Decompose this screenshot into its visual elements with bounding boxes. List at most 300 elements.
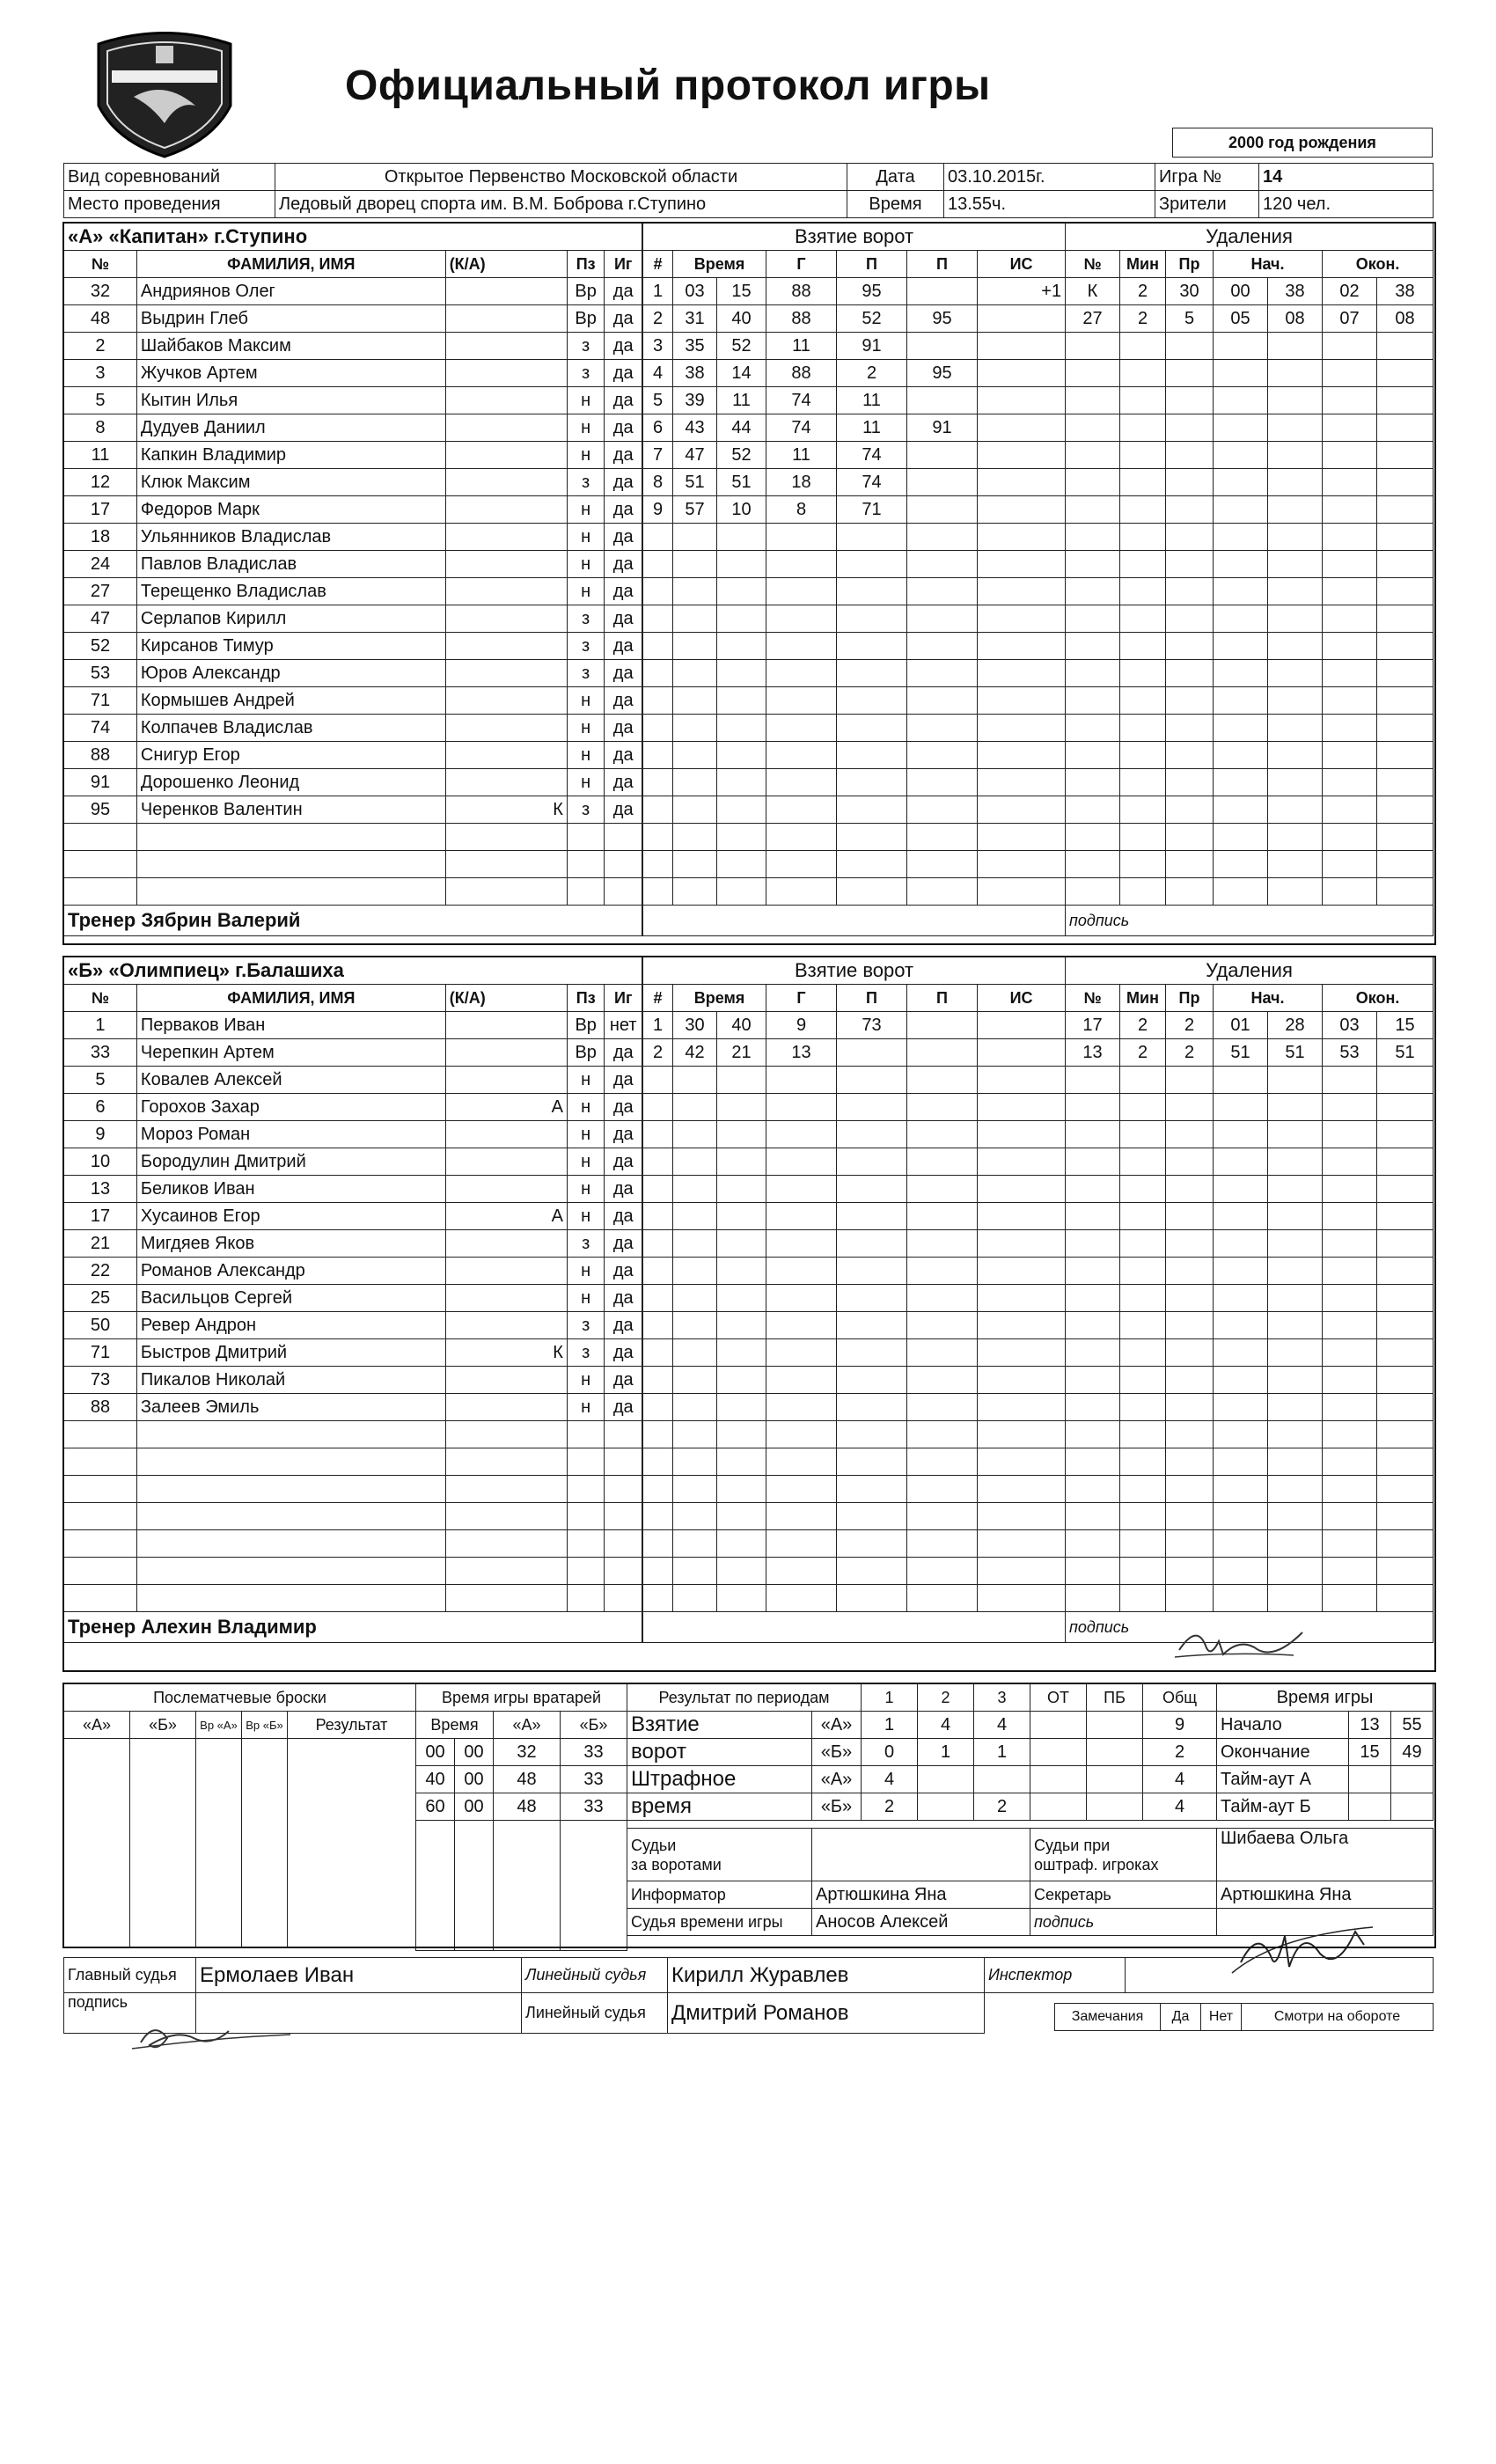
periods-title: Результат по периодам — [627, 1684, 862, 1712]
player-position: н — [567, 442, 605, 469]
penalty-end-min — [1323, 1339, 1377, 1367]
player-role — [445, 1230, 567, 1258]
penalty-end-min — [1323, 1285, 1377, 1312]
player-position: з — [567, 469, 605, 496]
player-plays: да — [605, 442, 642, 469]
goal-second: 40 — [717, 305, 766, 333]
goals-team-b-label: «Б» — [812, 1739, 862, 1766]
penalty-start-min — [1214, 1312, 1268, 1339]
player-plays — [605, 824, 642, 851]
goal-minute: 43 — [673, 414, 717, 442]
goal-number — [643, 1558, 673, 1585]
goal-assist-1 — [837, 824, 907, 851]
goal-minute — [673, 1530, 717, 1558]
col-ka: (К/А) — [445, 985, 567, 1012]
player-role — [445, 1039, 567, 1067]
goal-assist-1 — [837, 1503, 907, 1530]
roster-row — [64, 605, 642, 633]
goal-situation — [978, 1312, 1066, 1339]
goal-scorer: 88 — [766, 278, 837, 305]
player-plays: да — [605, 1067, 642, 1094]
player-number: 50 — [64, 1312, 137, 1339]
penalty-reason — [1166, 414, 1214, 442]
penalty-end-min — [1323, 496, 1377, 524]
player-name: Горохов Захар — [136, 1094, 445, 1121]
goal-second — [717, 1230, 766, 1258]
penalty-start-sec: 38 — [1268, 278, 1323, 305]
goal-number: 3 — [643, 333, 673, 360]
goal-situation — [978, 414, 1066, 442]
goal-assist-2 — [907, 1585, 978, 1612]
goal-minute — [673, 1503, 717, 1530]
goal-number — [643, 1312, 673, 1339]
shootout-title: Послематчевые броски — [64, 1684, 416, 1712]
penalty-player — [1066, 414, 1120, 442]
penalty-judges-name: Шибаева Ольга — [1217, 1829, 1434, 1881]
penalty-end-min — [1323, 1312, 1377, 1339]
player-name — [136, 1503, 445, 1530]
goal-number — [643, 1285, 673, 1312]
penalty-end-sec — [1377, 360, 1434, 387]
goal-second — [717, 633, 766, 660]
game-start-minute: 55 — [1391, 1712, 1434, 1739]
player-plays: да — [605, 769, 642, 796]
remarks-yes[interactable]: Да — [1161, 2004, 1201, 2031]
penalty-start-sec — [1268, 824, 1323, 851]
birth-year: 2000 год рождения — [1173, 128, 1433, 158]
penalty-end-min — [1323, 360, 1377, 387]
goal-minute — [673, 578, 717, 605]
penalty-player — [1066, 1258, 1120, 1285]
pen-b-so — [1087, 1793, 1143, 1821]
goal-situation — [978, 1148, 1066, 1176]
penalty-end-min — [1323, 1421, 1377, 1448]
goal-minute: 47 — [673, 442, 717, 469]
roster-row — [64, 878, 642, 906]
goal-assist-1 — [837, 1121, 907, 1148]
goals-b-p1: 0 — [862, 1739, 918, 1766]
player-plays: да — [605, 633, 642, 660]
penalty-player: 13 — [1066, 1039, 1120, 1067]
roster-row — [64, 1530, 642, 1558]
penalty-start-min — [1214, 1367, 1268, 1394]
penalty-row — [1066, 1448, 1434, 1476]
penalty-minutes — [1120, 1203, 1166, 1230]
goal-assist-2 — [907, 1094, 978, 1121]
penalty-minutes — [1120, 660, 1166, 687]
goal-row — [643, 414, 1066, 442]
penalty-reason — [1166, 1558, 1214, 1585]
goal-number: 2 — [643, 305, 673, 333]
penalty-end-sec — [1377, 1067, 1434, 1094]
penalty-row — [1066, 769, 1434, 796]
team-b-goals-title: Взятие ворот — [643, 957, 1066, 985]
player-number: 53 — [64, 660, 137, 687]
penalty-player — [1066, 360, 1120, 387]
goalie-time-title: Время игры вратарей — [416, 1684, 627, 1712]
penalty-end-min — [1323, 1448, 1377, 1476]
roster-row — [64, 469, 642, 496]
penalty-end-min — [1323, 633, 1377, 660]
goal-number — [643, 742, 673, 769]
player-number: 5 — [64, 387, 137, 414]
goal-situation — [978, 524, 1066, 551]
player-position — [567, 1503, 605, 1530]
goal-minute — [673, 1448, 717, 1476]
player-number: 17 — [64, 496, 137, 524]
goal-row — [643, 1094, 1066, 1121]
col-pen-min: Мин — [1120, 251, 1166, 278]
penalty-start-min — [1214, 1230, 1268, 1258]
penalty-row — [1066, 524, 1434, 551]
goals-team-a-label: «А» — [812, 1712, 862, 1739]
player-number: 22 — [64, 1258, 137, 1285]
goal-situation — [978, 1339, 1066, 1367]
penalty-row — [1066, 660, 1434, 687]
player-plays: да — [605, 1121, 642, 1148]
goal-row — [643, 1203, 1066, 1230]
goal-row — [643, 387, 1066, 414]
goal-scorer: 13 — [766, 1039, 837, 1067]
roster-row — [64, 824, 642, 851]
penalty-minutes: 2 — [1120, 1039, 1166, 1067]
goal-assist-2 — [907, 1448, 978, 1476]
goal-row — [643, 660, 1066, 687]
goal-minute — [673, 878, 717, 906]
penalty-start-sec — [1268, 1339, 1323, 1367]
player-role — [445, 1558, 567, 1585]
goal-minute — [673, 1067, 717, 1094]
goal-number — [643, 1448, 673, 1476]
penalty-end-sec — [1377, 824, 1434, 851]
goal-second: 11 — [717, 387, 766, 414]
penalty-reason — [1166, 633, 1214, 660]
penalty-player — [1066, 496, 1120, 524]
player-name: Федоров Марк — [136, 496, 445, 524]
player-name: Дорошенко Леонид — [136, 769, 445, 796]
penalty-end-sec — [1377, 333, 1434, 360]
goal-row — [643, 1012, 1066, 1039]
penalty-start-min — [1214, 1203, 1268, 1230]
goal-minute — [673, 660, 717, 687]
penalty-reason — [1166, 469, 1214, 496]
penalty-end-sec — [1377, 524, 1434, 551]
penalty-reason — [1166, 1094, 1214, 1121]
date-label: Дата — [847, 164, 944, 191]
penalty-start-sec — [1268, 1148, 1323, 1176]
goal-row — [643, 469, 1066, 496]
player-number: 47 — [64, 605, 137, 633]
penalty-start-min — [1214, 1339, 1268, 1367]
goals-a-p1: 1 — [862, 1712, 918, 1739]
penalty-player — [1066, 1476, 1120, 1503]
penalty-minutes — [1120, 1258, 1166, 1285]
goal-row — [643, 278, 1066, 305]
penalty-player — [1066, 1585, 1120, 1612]
penalty-end-min — [1323, 1067, 1377, 1094]
penalty-row — [1066, 605, 1434, 633]
goal-minute: 03 — [673, 278, 717, 305]
penalty-start-min — [1214, 1258, 1268, 1285]
goal-minute — [673, 605, 717, 633]
player-plays: да — [605, 333, 642, 360]
goal-minute — [673, 1285, 717, 1312]
penalty-start-sec — [1268, 469, 1323, 496]
penalty-start-min — [1214, 660, 1268, 687]
team-b-penalties — [1065, 957, 1434, 1643]
penalty-player — [1066, 1558, 1120, 1585]
penalty-reason — [1166, 442, 1214, 469]
player-name — [136, 824, 445, 851]
penalty-minutes — [1120, 1148, 1166, 1176]
penalty-end-sec — [1377, 1203, 1434, 1230]
teamA-coach-sign-label: подпись — [1066, 906, 1434, 936]
player-number: 95 — [64, 796, 137, 824]
goalie-b: 33 — [561, 1739, 627, 1766]
penalty-end-min — [1323, 1394, 1377, 1421]
penalty-end-sec — [1377, 769, 1434, 796]
player-role — [445, 769, 567, 796]
player-role — [445, 605, 567, 633]
goal-assist-1 — [837, 1394, 907, 1421]
penalty-start-sec — [1268, 414, 1323, 442]
roster-row — [64, 496, 642, 524]
goal-assist-2 — [907, 387, 978, 414]
penalty-player — [1066, 1285, 1120, 1312]
goals-a-p3: 4 — [974, 1712, 1030, 1739]
goal-number — [643, 1476, 673, 1503]
goal-minute — [673, 1421, 717, 1448]
penalty-end-sec — [1377, 687, 1434, 715]
goal-number — [643, 715, 673, 742]
player-plays: да — [605, 687, 642, 715]
goal-row — [643, 605, 1066, 633]
goal-assist-1 — [837, 1285, 907, 1312]
goal-situation — [978, 1094, 1066, 1121]
penalty-reason — [1166, 496, 1214, 524]
player-position — [567, 878, 605, 906]
penalty-player — [1066, 1230, 1120, 1258]
goal-assist-2 — [907, 1067, 978, 1094]
player-role — [445, 1503, 567, 1530]
goal-second — [717, 824, 766, 851]
penalty-start-sec: 51 — [1268, 1039, 1323, 1067]
player-number: 8 — [64, 414, 137, 442]
player-name: Быстров Дмитрий — [136, 1339, 445, 1367]
penalty-minutes — [1120, 1067, 1166, 1094]
penalty-minutes — [1120, 796, 1166, 824]
goal-situation — [978, 1394, 1066, 1421]
goal-scorer — [766, 605, 837, 633]
penalty-reason — [1166, 1176, 1214, 1203]
penalty-row — [1066, 742, 1434, 769]
goalie-b: 33 — [561, 1793, 627, 1821]
penalty-row — [1066, 1176, 1434, 1203]
period-col-2: 2 — [918, 1684, 974, 1712]
goal-row — [643, 1230, 1066, 1258]
goal-minute: 42 — [673, 1039, 717, 1067]
shootout-col-result: Результат — [288, 1712, 416, 1739]
goal-situation — [978, 851, 1066, 878]
remarks-no[interactable]: Нет — [1201, 2004, 1242, 2031]
player-number: 2 — [64, 333, 137, 360]
goal-second: 51 — [717, 469, 766, 496]
penalty-row — [1066, 1476, 1434, 1503]
penalty-end-min — [1323, 469, 1377, 496]
goal-second: 15 — [717, 278, 766, 305]
penalty-start-min — [1214, 1148, 1268, 1176]
pen-time-label-1: Штрафное — [627, 1766, 812, 1793]
goal-assist-2 — [907, 796, 978, 824]
penalty-minutes — [1120, 496, 1166, 524]
penalty-row — [1066, 715, 1434, 742]
pen-a-total: 4 — [1143, 1766, 1217, 1793]
roster-row — [64, 442, 642, 469]
spectators-value: 120 чел. — [1259, 191, 1434, 218]
col-pen-start: Нач. — [1214, 251, 1323, 278]
penalty-start-min — [1214, 442, 1268, 469]
goal-second: 44 — [717, 414, 766, 442]
penalty-reason: 2 — [1166, 1039, 1214, 1067]
penalty-row — [1066, 1121, 1434, 1148]
goal-minute — [673, 1339, 717, 1367]
player-role — [445, 1585, 567, 1612]
penalty-reason — [1166, 1585, 1214, 1612]
penalty-player: К — [1066, 278, 1120, 305]
player-name — [136, 878, 445, 906]
team-a-penalties-title: Удаления — [1066, 224, 1434, 251]
goal-second — [717, 1421, 766, 1448]
goal-number — [643, 769, 673, 796]
penalty-player — [1066, 769, 1120, 796]
goal-scorer — [766, 1203, 837, 1230]
penalty-minutes — [1120, 1285, 1166, 1312]
penalty-minutes — [1120, 1394, 1166, 1421]
goal-assist-2 — [907, 1285, 978, 1312]
penalty-start-min — [1214, 1503, 1268, 1530]
goal-number: 8 — [643, 469, 673, 496]
goal-scorer — [766, 1148, 837, 1176]
penalty-end-min — [1323, 524, 1377, 551]
roster-row — [64, 1367, 642, 1394]
goal-scorer — [766, 1285, 837, 1312]
pen-a-ot — [1030, 1766, 1087, 1793]
penalty-start-min — [1214, 1421, 1268, 1448]
player-role — [445, 660, 567, 687]
penalty-row — [1066, 796, 1434, 824]
player-position — [567, 1558, 605, 1585]
penalty-row — [1066, 1503, 1434, 1530]
penalty-row — [1066, 442, 1434, 469]
player-name: Выдрин Глеб — [136, 305, 445, 333]
penalty-reason — [1166, 1230, 1214, 1258]
player-number: 17 — [64, 1203, 137, 1230]
player-position: з — [567, 605, 605, 633]
penalty-end-min — [1323, 442, 1377, 469]
penalty-start-min — [1214, 633, 1268, 660]
player-plays: да — [605, 469, 642, 496]
goal-scorer — [766, 1530, 837, 1558]
goal-second — [717, 551, 766, 578]
goal-assist-1: 11 — [837, 414, 907, 442]
player-plays: да — [605, 578, 642, 605]
player-name: Колпачев Владислав — [136, 715, 445, 742]
pen-b-total: 4 — [1143, 1793, 1217, 1821]
player-number: 12 — [64, 469, 137, 496]
goal-second: 52 — [717, 442, 766, 469]
goal-scorer — [766, 769, 837, 796]
goal-scorer — [766, 1339, 837, 1367]
player-role — [445, 1148, 567, 1176]
player-position: н — [567, 1176, 605, 1203]
roster-row — [64, 305, 642, 333]
penalty-player — [1066, 333, 1120, 360]
player-role — [445, 1394, 567, 1421]
penalty-row — [1066, 1367, 1434, 1394]
goals-a-ot — [1030, 1712, 1087, 1739]
player-name: Кытин Илья — [136, 387, 445, 414]
linesman-label-1: Линейный судья — [522, 1958, 668, 1993]
goal-second — [717, 660, 766, 687]
player-role — [445, 878, 567, 906]
team-b-goals — [642, 957, 1066, 1643]
penalty-end-min — [1323, 1230, 1377, 1258]
penalty-end-sec — [1377, 1230, 1434, 1258]
goal-assist-2 — [907, 496, 978, 524]
penalty-reason — [1166, 1476, 1214, 1503]
player-role — [445, 851, 567, 878]
team-a-title: «А» «Капитан» г.Ступино — [64, 224, 642, 251]
player-role: К — [445, 1339, 567, 1367]
goal-minute — [673, 1148, 717, 1176]
player-number: 18 — [64, 524, 137, 551]
goal-number — [643, 824, 673, 851]
penalty-end-min — [1323, 605, 1377, 633]
penalty-minutes — [1120, 387, 1166, 414]
goal-assist-2 — [907, 1121, 978, 1148]
col-goal-assist2: П — [907, 985, 978, 1012]
player-name: Хусаинов Егор — [136, 1203, 445, 1230]
secretary-name: Артюшкина Яна — [1217, 1881, 1434, 1909]
penalty-start-min — [1214, 878, 1268, 906]
goal-minute: 30 — [673, 1012, 717, 1039]
penalty-end-sec — [1377, 878, 1434, 906]
goalie-second: 00 — [455, 1793, 494, 1821]
penalty-start-sec — [1268, 496, 1323, 524]
penalty-start-min — [1214, 387, 1268, 414]
goal-assist-1 — [837, 1421, 907, 1448]
player-name: Терещенко Владислав — [136, 578, 445, 605]
penalty-end-sec — [1377, 1421, 1434, 1448]
goal-assist-1 — [837, 851, 907, 878]
goal-situation — [978, 1476, 1066, 1503]
goal-scorer — [766, 878, 837, 906]
penalty-reason — [1166, 1448, 1214, 1476]
goal-minute — [673, 1203, 717, 1230]
player-position: н — [567, 1067, 605, 1094]
goal-scorer: 8 — [766, 496, 837, 524]
goal-assist-1 — [837, 524, 907, 551]
penalty-reason — [1166, 605, 1214, 633]
goal-scorer: 18 — [766, 469, 837, 496]
player-name: Васильцов Сергей — [136, 1285, 445, 1312]
penalty-minutes — [1120, 360, 1166, 387]
roster-row — [64, 1230, 642, 1258]
goal-assist-2 — [907, 442, 978, 469]
penalty-reason — [1166, 742, 1214, 769]
penalty-end-sec: 15 — [1377, 1012, 1434, 1039]
player-plays: да — [605, 1339, 642, 1367]
